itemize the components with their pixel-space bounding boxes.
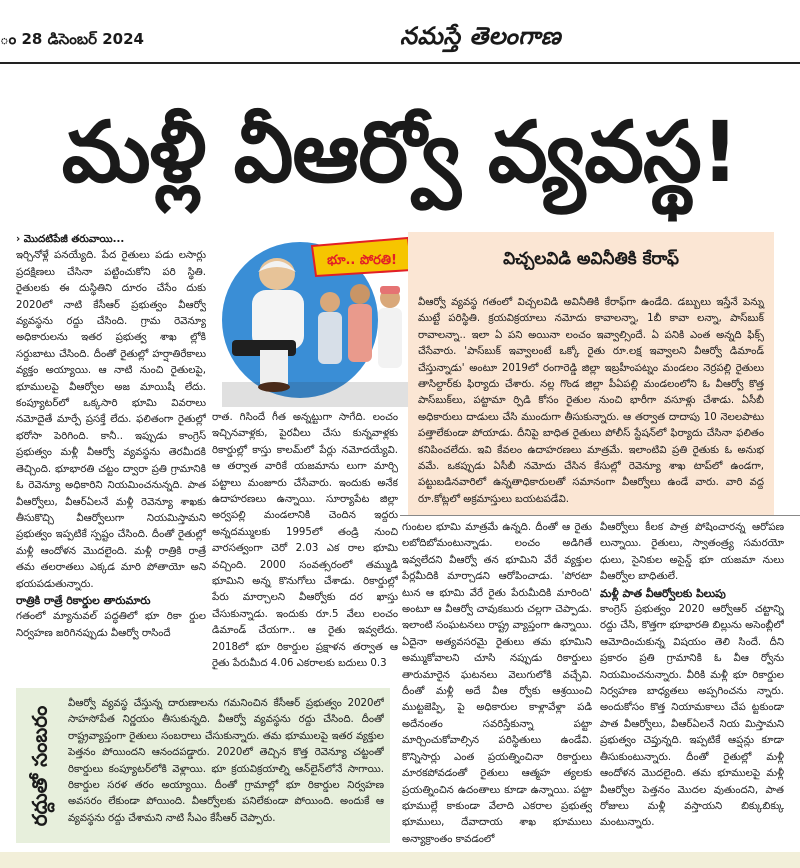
kicker: › మొదటిపేజీ తరువాయి... [16,232,206,248]
illustration-badge-text: భూ.. పోరతి! [327,253,397,268]
left-paragraph-2: గతంలో మ్యానువల్ పద్ధతిలో భూ రికా ర్డుల నిర్వహణ జరిగినప్పుడు వీఆర్వో రాసిందే [16,611,206,639]
seated-man-legs [260,350,288,384]
column-3-paragraph: గుంటల భూమి మాత్రమే ఉన్నది. దీంతో ఆ రైతు లబోదిబోమంటున్నాడు. లంచం అడిగితే ఇవ్వలేదని వీఆర్వో తన భూమిని వేరే వ్యక్తుల పేర్లమీదికి మార్చాడని ఆరోపించాడు. 'పోరటా టున ఆ భూమి వేరే రైతు పేరుమీదికి మారింది' అంటూ ఆ వీఆర్వో చావుకబురు చల్లగా చెప్పాడు. ఇలాంటి సంఘటనలు రాష్ట్ర వ్యాప్తంగా ఉన్నాయి. ఏదైనా అత్యవసరమై రైతులు తమ భూమిని అమ్ముకోవాలని చూసి నప్పుడు రికార్డులు తారుమారైన ఘటనలు వెలుగులోకి వచ్చేవి. దీంతో మళ్లీ అదే వీఆ ర్వోకు ఆశ్రయించి ముట్టజెప్పి, పై అధికారుల కాళ్లావేళ్లా పడి అదేనంతం సవరిస్తేకున్నా పట్టా మార్చించుకోవాల్సిన పరిస్థితులు ఉండేవి. కొన్నిసార్లు ఎంత ప్రయత్నించినా రికార్డులు మారకపోవడంతో రైతులు ఆత్మహ త్యలకు ప్రయత్నించిన ఉదంతాలు కూడా ఉన్నాయి. పట్టా భూముల్లే కాకుండా వేలాది ఎకరాల ప్రభుత్వ భూములు, దేవాదాయ శాఖ భూములు అన్యాక్రాంతం కావడంలో [402,522,592,845]
official-3-turban [380,286,400,294]
illustration-floor [222,382,412,407]
official-2-body [348,304,372,362]
illustration-badge [312,238,412,276]
issue-date: ం 28 డిసెంబర్ 2024 [0,30,144,48]
column-4-subhead: మళ్లీ పాత వీఆర్వోలకు పిలుపు [600,586,726,600]
official-3-body [378,308,402,368]
seated-man-feet [258,382,290,392]
column-4 [600,520,784,850]
box-title: విచ్చలవిడి అవినీతికి కేరాఫ్ [408,232,774,287]
sidebar-box [16,688,390,843]
official-1-body [318,312,342,364]
column-4-paragraph-2: కాంగ్రెస్ ప్రభుత్వం 2020 ఆర్వోఆర్ చట్టాన్ని రద్దు చేసి, కొత్తగా భూభారతి బిల్లును అసెంబ్లీలో ఆమోదించుకున్న విషయం తెలి సిందే. దీని ప్రకారం ప్రతి గ్రామానికి ఓ వీఆ ర్వోను నియమించనున్నారు. వీరికి మళ్లీ భూ రికార్డుల నిర్వహణ బాధ్యతలు అప్పగించను న్నారు. అందుకోసం కొత్త నియామకాలు చేప ట్టకుండా పాత వీఆర్వోలు, వీఆర్ఏలనే నియ మిస్తామని ప్రభుత్వం చెప్తున్నది. ఇప్పటికే ఆప్షన్లు కూడా తీసుకుంటున్నారు. దీంతో రైతుల్లో మళ్లీ ఆందోళన మొదలైంది. తమ భూములపై మళ్లీ వీఆర్వోల పెత్తనం మొదల వుతుందని, పాత రోజులు మళ్లీ వస్తాయని బిక్కుబిక్కు మంటున్నారు. [600,604,784,829]
newspaper-name: నమస్తే తెలంగాణ [400,22,562,50]
column-4-paragraph-1: వీఆర్వోలు కీలక పాత్ర పోషించారన్న ఆరోపణ లున్నాయి. రైతులు, స్వాతంత్ర్య సమరయో ధులు, సైనికుల అసైన్డ్ భూ యజమా నులు వీఆర్వోల బాధితులే. [600,522,784,583]
left-subhead: రాత్రికి రాత్రే రికార్డుల తారుమారు [16,593,151,607]
illustration [212,232,417,407]
column-3 [402,520,592,850]
section-divider [400,515,800,516]
left-paragraph-1: ఇర్చినోళ్లే పనయ్యేది. పేద రైతులు పడు లసార్లు ప్రదక్షిణలు చేసినా పట్టించుకోని పరి స్థితి. రైతులకు ఈ దుస్థితిని దూరం చేసేం దుకు 2020లో నాటి కేసీఆర్ ప్రభుత్వం వీఆర్వో వ్యవస్థను రద్దు చేసింది. గ్రామ రెవెన్యూ అధికారులను ఇతర ప్రభుత్వ శాఖ ల్లోకి సర్దుబాటు చేసింది. దీంతో రైతుల్లో హర్షాతిరేకాలు వ్యక్తం అయ్యాయి. ఆ నాటి నుంచి రైతులపై, భూములపై వీఆర్వోల అజ మాయిషీ లేదు. కంప్యూటర్‌లో ఒక్కసారి భూమి వివరాలు నమోదైతే మార్పే ప్రసక్తే లేదు. ఫలితంగా రైతుల్లో భరోసా పెరిగింది. కానీ.. ఇప్పుడు కాంగ్రెస్ ప్రభుత్వం మళ్లీ వీఆర్వో వ్యవస్థను తెరమీదకి తెచ్చింది. భూభారతి చట్టం ద్వారా ప్రతి గ్రామానికి ఓ రెవెన్యూ అధికారిని నియమించనున్నది. పాత వీఆర్వోలు, వీఆర్ఏలనే మళ్లీ రెవెన్యూ శాఖకు తీసుకొచ్చి వీఆర్వోలుగా నియమిస్తామని ప్రభుత్వం ఇప్పటికే స్పష్టం చేసింది. దీంతో రైతుల్లో మళ్లీ ఆందోళన మొదలైంది. మళ్లీ రాత్రికి రాత్రే తమ తలరాతలు ఎక్కడ మారి పోతాయో అని భయపడుతున్నారు. [16,250,206,590]
middle-column [212,410,398,684]
official-1-head [320,292,340,312]
sidebar-label-wrap [22,696,62,836]
left-column [16,232,206,684]
masthead [0,0,800,64]
official-2-head [350,284,370,304]
middle-paragraph-1: రాత. గిసిందే గీత అన్నట్టుగా సాగేది. లంచం ఇచ్చినవాళ్లకు, పైరవీలు చేసు కున్నవాళ్లకు రికార్డుల్లో కాస్తు కాలమ్‌లో పేర్లు నమోదయ్యేవి. ఆ తర్వాత వారికే యజమాను లుగా మార్చి పట్టాలు మంజూరు చేసేవారు. ఇందుకు అనేక ఉదాహరణలు ఉన్నాయి. సూర్యాపేట జిల్లా అర్వపల్లి మండలానికి చెందిన ఇద్దరు అన్నదమ్ములకు 1995లో తండ్రి నుంచి వారసత్వంగా చెరో 2.03 ఎక రాల భూమి వచ్చింది. 2000 సంవత్సరంలో తమ్ముడి భూమిని అన్న కొనుగోలు చేశాడు. రికార్డుల్లో పేరు మార్చాలని వీఆర్వోకు దర ఖాస్తు చేసుకున్నాడు. ఇందుకు రూ.5 వేలు లంచం డిమాండ్ చేయగా.. ఆ రైతు ఇవ్వలేదు. 2018లో భూ రికార్డుల ప్రక్షాళన తర్వాత ఆ రైతు పేరుమీద 4.06 ఎకరాలకు బదులు 0.3 [212,412,398,670]
headline: మళ్లీ వీఆర్వో వ్యవస్థ! [61,103,739,201]
sidebar-label: రద్దుతో సంబరం [27,705,52,827]
bottom-strip [0,852,800,868]
box-body: వీఆర్వో వ్యవస్థ గతంలో విచ్చలవిడి అవినీతికి కేరాఫ్‌గా ఉండేది. డబ్బులు ఇస్తేనే పెన్ను ముట్టే పరిస్థితి. క్రయవిక్రయాలు నమోదు కావాలన్నా, 1బీ కావా లన్నా, పాస్‌బుక్ రావాలన్నా.. ఇలా ఏ పని అయినా లంచం ఇవ్వాల్సిందే. ఏ పనికి ఎంత అన్నది ఫిక్స్ చేసేవారు. 'పాస్‌బుక్ ఇవ్వాలంటే ఒక్కో రైతు రూ.లక్ష ఇవ్వాలని వీఆర్వో డిమాండ్ చేస్తున్నాడు' అంటూ 2019లో రంగారెడ్డి జిల్లా ఇబ్రహీంపట్నం మండలం నెర్రపల్లి రైతులు తాసిల్దార్‌కు ఫిర్యాదు చేశారు. నల్ల గొండ జిల్లా పీఏపల్లి మండలంలోని ఓ వీఆర్వో కొత్త పాస్‌బుక్‌లు, పట్టామా ర్పిడి కోసం రైతుల నుంచి భారీగా వసూళ్లు చేశాడు. ఏసీబీ అధికారులు దాడులు చేసి ముందుగా తీసుకున్నారు. ఆ తర్వాత దాదాపు 10 నెలలపాటు పత్తాలేకుండా పోయాడు. దీనిపై బాధిత రైతులు పోలీస్ స్టేషన్‌లో ఫిర్యాదు చేసినా ఫలితం కనిపించలేదు. ఇవి కేవలం ఉదాహరణలు మాత్రమే. ఇలాంటివి ప్రతి రైతుకు ఓ అనుభ వమే. ఒకప్పుడు ఏసీబీ నమోదు చేసిన కేసుల్లో రెవెన్యూ శాఖ టాప్‌లో ఉండగా, పట్టుబడినవారిలో ఉన్నతాధికారులతో సమానంగా వీఆర్వోలు ఉండే వారు. వారి వద్ద రూ.కోట్లలో అక్రమాస్తులు బయటపడేవి. [408,287,774,515]
sidebar-body: వీఆర్వో వ్యవస్థ చేస్తున్న దారుణాలను గమనించిన కేసీఆర్ ప్రభుత్వం 2020లో సాహసోపేత నిర్ణయం తీసుకున్నది. వీఆర్వో వ్యవస్థను రద్దు చేసింది. దీంతో రాష్ట్రవ్యాప్తంగా రైతులు సంబరాలు చేసుకున్నారు. తమ భూములపై ఇతర వ్యక్తుల పెత్తనం పోయిందని ఆనందపడ్డారు. 2020లో తెచ్చిన కొత్త రెవెన్యూ చట్టంతో రికార్డులు కంప్యూటర్‌లోకి వెళ్లాయి. భూ క్రయవిక్రయాల్ని ఆన్‌లైన్‌లోనే సాగాయి. రికార్డుల సరళ తరం అయ్యాయి. దీంతో గ్రామాల్లో భూ రికార్డుల నిర్వహణ అవసరం లేకుండా పోయింది. వీఆర్వోలకు పనిలేకుండా పోయింది. అందుకే ఆ వ్యవస్థను రద్దు చేశామని నాటి సీఎం కేసీఆర్ చెప్పారు. [68,698,384,824]
